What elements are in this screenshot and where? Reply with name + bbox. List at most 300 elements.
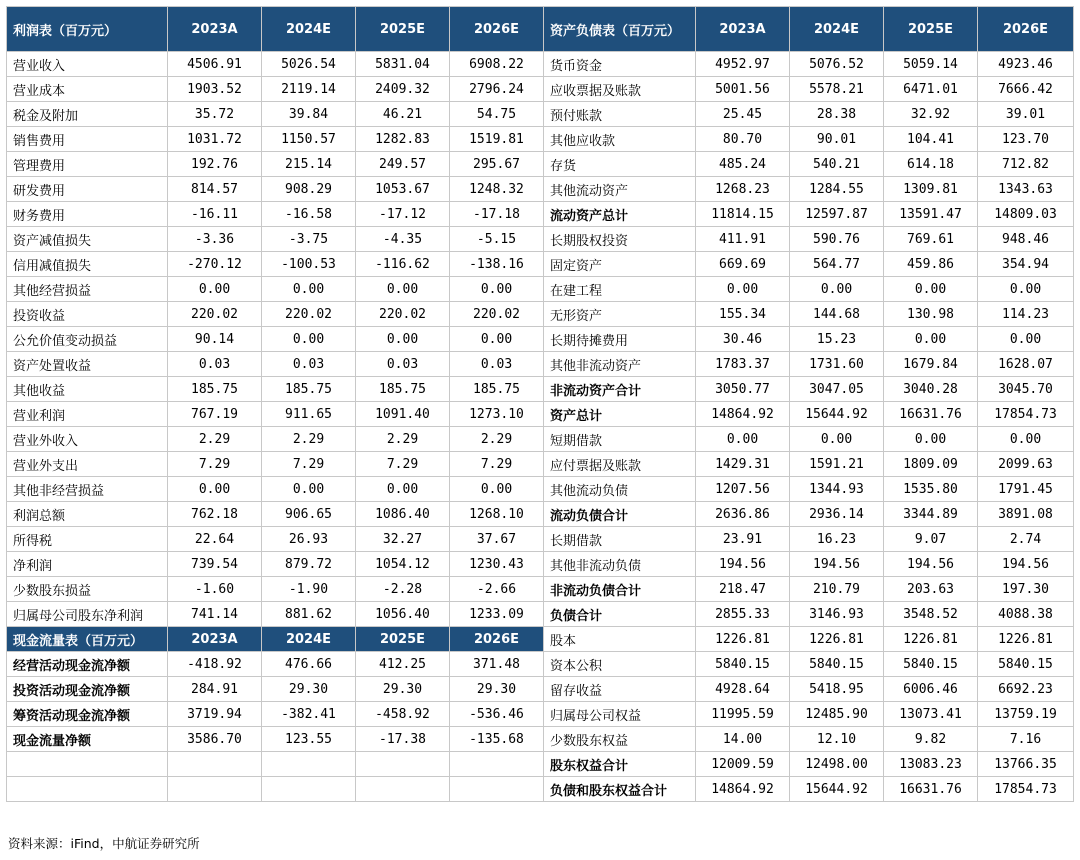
table-row xyxy=(7,702,1074,727)
table-row xyxy=(7,452,1074,477)
balance-row-value: 1731.60 xyxy=(790,352,884,377)
balance-row-value: 17854.73 xyxy=(978,777,1074,802)
balance-row-value: 14864.92 xyxy=(696,402,790,427)
income-row-value: 908.29 xyxy=(262,177,356,202)
table-row xyxy=(7,777,1074,802)
cashflow-row-value: -382.41 xyxy=(262,702,356,727)
balance-row-value: 2.74 xyxy=(978,527,1074,552)
balance-row-label: 非流动资产合计 xyxy=(544,377,696,402)
table-row xyxy=(7,352,1074,377)
empty-cell xyxy=(450,777,544,802)
income-row-value: 220.02 xyxy=(168,302,262,327)
balance-row-value: 769.61 xyxy=(884,227,978,252)
balance-row-value: 4088.38 xyxy=(978,602,1074,627)
cashflow-row-value: 371.48 xyxy=(450,652,544,677)
balance-row-label: 存货 xyxy=(544,152,696,177)
balance-row-value: 1226.81 xyxy=(978,627,1074,652)
income-row-label: 营业成本 xyxy=(7,77,168,102)
balance-row-value: 15644.92 xyxy=(790,777,884,802)
balance-row-label: 负债和股东权益合计 xyxy=(544,777,696,802)
empty-cell xyxy=(168,777,262,802)
cashflow-row-value: 29.30 xyxy=(450,677,544,702)
income-row-value: 0.00 xyxy=(262,477,356,502)
balance-row-value: 3344.89 xyxy=(884,502,978,527)
cashflow-row-value: 123.55 xyxy=(262,727,356,752)
income-row-value: 1233.09 xyxy=(450,602,544,627)
balance-row-value: 0.00 xyxy=(790,277,884,302)
income-row-value: 0.00 xyxy=(450,477,544,502)
balance-row-value: 712.82 xyxy=(978,152,1074,177)
cashflow-row-value: -458.92 xyxy=(356,702,450,727)
balance-year-header: 2023A xyxy=(696,7,790,52)
balance-row-label: 在建工程 xyxy=(544,277,696,302)
balance-row-value: 1628.07 xyxy=(978,352,1074,377)
balance-row-value: 114.23 xyxy=(978,302,1074,327)
income-row-label: 营业外收入 xyxy=(7,427,168,452)
income-row-value: 1282.83 xyxy=(356,127,450,152)
table-row xyxy=(7,602,1074,627)
balance-row-value: 2636.86 xyxy=(696,502,790,527)
balance-row-value: 194.56 xyxy=(978,552,1074,577)
balance-row-value: 123.70 xyxy=(978,127,1074,152)
balance-row-label: 其他流动负债 xyxy=(544,477,696,502)
balance-row-value: 6471.01 xyxy=(884,77,978,102)
income-row-label: 其他收益 xyxy=(7,377,168,402)
balance-row-value: 411.91 xyxy=(696,227,790,252)
income-year-header: 2025E xyxy=(356,7,450,52)
balance-row-value: 1679.84 xyxy=(884,352,978,377)
balance-row-label: 流动资产总计 xyxy=(544,202,696,227)
empty-cell xyxy=(450,752,544,777)
balance-row-value: 1344.93 xyxy=(790,477,884,502)
table-row xyxy=(7,502,1074,527)
balance-row-value: 13766.35 xyxy=(978,752,1074,777)
income-row-value: 0.03 xyxy=(450,352,544,377)
balance-row-value: 0.00 xyxy=(978,277,1074,302)
table-row xyxy=(7,577,1074,602)
income-row-value: 5831.04 xyxy=(356,52,450,77)
cashflow-row-value: 29.30 xyxy=(356,677,450,702)
empty-cell xyxy=(7,752,168,777)
income-row-value: 0.00 xyxy=(168,277,262,302)
income-row-value: 0.03 xyxy=(262,352,356,377)
income-row-value: 90.14 xyxy=(168,327,262,352)
income-row-value: 1268.10 xyxy=(450,502,544,527)
income-row-value: -1.90 xyxy=(262,577,356,602)
income-row-value: -138.16 xyxy=(450,252,544,277)
income-row-value: 0.00 xyxy=(356,477,450,502)
balance-row-value: 14864.92 xyxy=(696,777,790,802)
income-row-value: 0.00 xyxy=(262,327,356,352)
income-row-value: 1054.12 xyxy=(356,552,450,577)
balance-row-value: 459.86 xyxy=(884,252,978,277)
income-year-header: 2023A xyxy=(168,7,262,52)
balance-row-value: 13759.19 xyxy=(978,702,1074,727)
income-row-value: -2.66 xyxy=(450,577,544,602)
income-row-value: 22.64 xyxy=(168,527,262,552)
income-row-value: 1053.67 xyxy=(356,177,450,202)
balance-row-value: 1591.21 xyxy=(790,452,884,477)
income-row-value: 0.00 xyxy=(168,477,262,502)
balance-row-value: 5840.15 xyxy=(978,652,1074,677)
balance-year-header: 2024E xyxy=(790,7,884,52)
income-row-label: 净利润 xyxy=(7,552,168,577)
income-row-value: 1248.32 xyxy=(450,177,544,202)
balance-row-label: 股本 xyxy=(544,627,696,652)
table-row xyxy=(7,377,1074,402)
balance-row-value: 5840.15 xyxy=(696,652,790,677)
empty-cell xyxy=(356,777,450,802)
balance-row-value: 14.00 xyxy=(696,727,790,752)
income-row-value: -3.75 xyxy=(262,227,356,252)
cashflow-row-value: -135.68 xyxy=(450,727,544,752)
financial-statements-table xyxy=(6,6,1074,802)
income-row-value: -2.28 xyxy=(356,577,450,602)
balance-row-value: 1226.81 xyxy=(884,627,978,652)
table-row xyxy=(7,677,1074,702)
balance-row-value: 3040.28 xyxy=(884,377,978,402)
income-row-value: 0.00 xyxy=(262,277,356,302)
table-row xyxy=(7,327,1074,352)
balance-row-value: 0.00 xyxy=(696,427,790,452)
balance-row-value: 0.00 xyxy=(884,427,978,452)
table-row xyxy=(7,752,1074,777)
balance-row-value: 5840.15 xyxy=(884,652,978,677)
balance-row-value: 12009.59 xyxy=(696,752,790,777)
cashflow-row-label: 经营活动现金流净额 xyxy=(7,652,168,677)
income-row-value: 249.57 xyxy=(356,152,450,177)
table-row xyxy=(7,227,1074,252)
cashflow-row-label: 筹资活动现金流净额 xyxy=(7,702,168,727)
balance-row-value: 3548.52 xyxy=(884,602,978,627)
balance-year-header: 2026E xyxy=(978,7,1074,52)
income-row-value: -4.35 xyxy=(356,227,450,252)
income-row-label: 资产处置收益 xyxy=(7,352,168,377)
balance-row-value: 11814.15 xyxy=(696,202,790,227)
income-row-value: -16.11 xyxy=(168,202,262,227)
table-row xyxy=(7,127,1074,152)
income-row-value: 1273.10 xyxy=(450,402,544,427)
balance-row-label: 无形资产 xyxy=(544,302,696,327)
income-row-value: 881.62 xyxy=(262,602,356,627)
income-year-header: 2026E xyxy=(450,7,544,52)
header-row xyxy=(7,7,1074,52)
balance-row-value: 0.00 xyxy=(884,327,978,352)
balance-row-value: 5001.56 xyxy=(696,77,790,102)
income-row-label: 资产减值损失 xyxy=(7,227,168,252)
income-row-value: 4506.91 xyxy=(168,52,262,77)
income-row-value: 739.54 xyxy=(168,552,262,577)
cashflow-year-header: 2026E xyxy=(450,627,544,652)
balance-row-value: 130.98 xyxy=(884,302,978,327)
balance-row-value: 1343.63 xyxy=(978,177,1074,202)
balance-row-value: 218.47 xyxy=(696,577,790,602)
balance-row-value: 11995.59 xyxy=(696,702,790,727)
balance-row-value: 5076.52 xyxy=(790,52,884,77)
income-row-value: 46.21 xyxy=(356,102,450,127)
balance-row-value: 7.16 xyxy=(978,727,1074,752)
income-row-value: 185.75 xyxy=(356,377,450,402)
balance-row-value: 9.82 xyxy=(884,727,978,752)
income-row-value: 1150.57 xyxy=(262,127,356,152)
balance-row-value: 1268.23 xyxy=(696,177,790,202)
balance-row-value: 32.92 xyxy=(884,102,978,127)
balance-row-label: 非流动负债合计 xyxy=(544,577,696,602)
balance-row-value: 13591.47 xyxy=(884,202,978,227)
income-row-value: 1086.40 xyxy=(356,502,450,527)
income-row-value: 0.03 xyxy=(168,352,262,377)
table-row xyxy=(7,77,1074,102)
table-row xyxy=(7,527,1074,552)
balance-row-value: 1429.31 xyxy=(696,452,790,477)
balance-row-label: 其他流动资产 xyxy=(544,177,696,202)
income-row-label: 少数股东损益 xyxy=(7,577,168,602)
balance-row-value: 90.01 xyxy=(790,127,884,152)
income-row-value: 0.00 xyxy=(450,277,544,302)
cashflow-row-value: 3719.94 xyxy=(168,702,262,727)
income-row-value: -3.36 xyxy=(168,227,262,252)
balance-row-value: 104.41 xyxy=(884,127,978,152)
income-row-value: 762.18 xyxy=(168,502,262,527)
income-row-value: 814.57 xyxy=(168,177,262,202)
balance-row-value: 23.91 xyxy=(696,527,790,552)
cashflow-row-value: 476.66 xyxy=(262,652,356,677)
balance-row-value: 17854.73 xyxy=(978,402,1074,427)
balance-row-label: 资本公积 xyxy=(544,652,696,677)
income-row-label: 公允价值变动损益 xyxy=(7,327,168,352)
balance-row-label: 长期股权投资 xyxy=(544,227,696,252)
income-row-value: 39.84 xyxy=(262,102,356,127)
balance-row-label: 归属母公司权益 xyxy=(544,702,696,727)
income-row-value: 2.29 xyxy=(450,427,544,452)
balance-row-value: 540.21 xyxy=(790,152,884,177)
income-row-value: 2.29 xyxy=(262,427,356,452)
balance-row-value: 5840.15 xyxy=(790,652,884,677)
income-row-label: 信用减值损失 xyxy=(7,252,168,277)
balance-row-label: 应付票据及账款 xyxy=(544,452,696,477)
income-row-value: 911.65 xyxy=(262,402,356,427)
income-row-value: 0.00 xyxy=(450,327,544,352)
balance-row-value: 0.00 xyxy=(696,277,790,302)
balance-row-value: 2099.63 xyxy=(978,452,1074,477)
balance-row-value: 0.00 xyxy=(978,327,1074,352)
balance-row-value: 1783.37 xyxy=(696,352,790,377)
table-row xyxy=(7,402,1074,427)
balance-row-value: 590.76 xyxy=(790,227,884,252)
balance-row-value: 1284.55 xyxy=(790,177,884,202)
balance-row-value: 28.38 xyxy=(790,102,884,127)
balance-row-value: 12498.00 xyxy=(790,752,884,777)
cashflow-row-value: 412.25 xyxy=(356,652,450,677)
balance-row-value: 1309.81 xyxy=(884,177,978,202)
balance-row-value: 5059.14 xyxy=(884,52,978,77)
income-row-value: 2.29 xyxy=(356,427,450,452)
table-row xyxy=(7,427,1074,452)
balance-row-value: 614.18 xyxy=(884,152,978,177)
income-row-value: 1091.40 xyxy=(356,402,450,427)
cashflow-row-value: 284.91 xyxy=(168,677,262,702)
balance-row-value: 3045.70 xyxy=(978,377,1074,402)
cashflow-year-header: 2025E xyxy=(356,627,450,652)
balance-row-label: 短期借款 xyxy=(544,427,696,452)
income-row-value: -17.12 xyxy=(356,202,450,227)
income-row-value: 1519.81 xyxy=(450,127,544,152)
balance-row-value: 1226.81 xyxy=(696,627,790,652)
balance-row-value: 12.10 xyxy=(790,727,884,752)
income-row-value: 1056.40 xyxy=(356,602,450,627)
income-row-value: 220.02 xyxy=(356,302,450,327)
income-row-value: 2.29 xyxy=(168,427,262,452)
balance-row-value: 194.56 xyxy=(884,552,978,577)
income-row-value: 32.27 xyxy=(356,527,450,552)
income-row-value: -116.62 xyxy=(356,252,450,277)
balance-row-value: 39.01 xyxy=(978,102,1074,127)
table-row xyxy=(7,302,1074,327)
table-row xyxy=(7,177,1074,202)
income-row-value: 54.75 xyxy=(450,102,544,127)
balance-row-value: 564.77 xyxy=(790,252,884,277)
balance-row-label: 其他应收款 xyxy=(544,127,696,152)
income-row-value: 0.00 xyxy=(356,277,450,302)
table-row xyxy=(7,52,1074,77)
balance-row-value: 1207.56 xyxy=(696,477,790,502)
income-row-label: 管理费用 xyxy=(7,152,168,177)
balance-row-value: 13073.41 xyxy=(884,702,978,727)
income-row-value: 2409.32 xyxy=(356,77,450,102)
cashflow-row-label: 投资活动现金流净额 xyxy=(7,677,168,702)
income-row-value: 220.02 xyxy=(262,302,356,327)
table-row xyxy=(7,477,1074,502)
cashflow-row-value: -536.46 xyxy=(450,702,544,727)
balance-row-label: 预付账款 xyxy=(544,102,696,127)
income-row-value: -100.53 xyxy=(262,252,356,277)
income-row-value: -5.15 xyxy=(450,227,544,252)
table-row xyxy=(7,102,1074,127)
balance-row-label: 流动负债合计 xyxy=(544,502,696,527)
income-row-value: 1903.52 xyxy=(168,77,262,102)
balance-row-value: 1226.81 xyxy=(790,627,884,652)
income-row-value: 879.72 xyxy=(262,552,356,577)
empty-cell xyxy=(262,777,356,802)
balance-row-value: 2936.14 xyxy=(790,502,884,527)
income-row-label: 研发费用 xyxy=(7,177,168,202)
income-row-value: 7.29 xyxy=(168,452,262,477)
balance-row-value: 1809.09 xyxy=(884,452,978,477)
income-row-value: 5026.54 xyxy=(262,52,356,77)
income-row-value: -16.58 xyxy=(262,202,356,227)
balance-row-value: 30.46 xyxy=(696,327,790,352)
balance-title: 资产负债表（百万元） xyxy=(544,7,696,52)
income-row-label: 财务费用 xyxy=(7,202,168,227)
balance-row-value: 6006.46 xyxy=(884,677,978,702)
balance-row-label: 长期借款 xyxy=(544,527,696,552)
balance-row-value: 3891.08 xyxy=(978,502,1074,527)
balance-row-value: 16.23 xyxy=(790,527,884,552)
income-row-value: 741.14 xyxy=(168,602,262,627)
income-title: 利润表（百万元） xyxy=(7,7,168,52)
cashflow-row-value: -418.92 xyxy=(168,652,262,677)
balance-row-value: 14809.03 xyxy=(978,202,1074,227)
balance-row-value: 3146.93 xyxy=(790,602,884,627)
balance-row-label: 应收票据及账款 xyxy=(544,77,696,102)
balance-row-label: 负债合计 xyxy=(544,602,696,627)
balance-row-label: 资产总计 xyxy=(544,402,696,427)
balance-row-value: 1535.80 xyxy=(884,477,978,502)
income-row-value: 2796.24 xyxy=(450,77,544,102)
cashflow-row-value: -17.38 xyxy=(356,727,450,752)
balance-row-value: 12597.87 xyxy=(790,202,884,227)
balance-row-value: 16631.76 xyxy=(884,402,978,427)
balance-row-value: 25.45 xyxy=(696,102,790,127)
balance-row-value: 144.68 xyxy=(790,302,884,327)
balance-row-value: 4923.46 xyxy=(978,52,1074,77)
table-row xyxy=(7,627,1074,652)
balance-row-value: 155.34 xyxy=(696,302,790,327)
income-row-label: 营业收入 xyxy=(7,52,168,77)
income-row-label: 税金及附加 xyxy=(7,102,168,127)
income-row-value: 1031.72 xyxy=(168,127,262,152)
balance-year-header: 2025E xyxy=(884,7,978,52)
table-row xyxy=(7,252,1074,277)
empty-cell xyxy=(168,752,262,777)
balance-row-value: 1791.45 xyxy=(978,477,1074,502)
income-row-value: -270.12 xyxy=(168,252,262,277)
table-row xyxy=(7,552,1074,577)
table-row xyxy=(7,652,1074,677)
empty-cell xyxy=(262,752,356,777)
balance-row-value: 2855.33 xyxy=(696,602,790,627)
income-row-value: -1.60 xyxy=(168,577,262,602)
table-row xyxy=(7,727,1074,752)
balance-row-value: 0.00 xyxy=(978,427,1074,452)
income-row-label: 营业外支出 xyxy=(7,452,168,477)
income-row-value: 185.75 xyxy=(450,377,544,402)
income-row-value: 906.65 xyxy=(262,502,356,527)
source-note: 资料来源：iFind，中航证券研究所 xyxy=(8,836,200,851)
income-row-value: 295.67 xyxy=(450,152,544,177)
balance-row-value: 0.00 xyxy=(790,427,884,452)
income-row-value: 2119.14 xyxy=(262,77,356,102)
cashflow-title: 现金流量表（百万元） xyxy=(7,627,168,652)
balance-row-label: 长期待摊费用 xyxy=(544,327,696,352)
empty-cell xyxy=(7,777,168,802)
balance-row-value: 6692.23 xyxy=(978,677,1074,702)
income-row-value: 7.29 xyxy=(262,452,356,477)
balance-row-label: 货币资金 xyxy=(544,52,696,77)
income-row-value: 220.02 xyxy=(450,302,544,327)
income-row-value: 37.67 xyxy=(450,527,544,552)
balance-row-value: 80.70 xyxy=(696,127,790,152)
balance-row-value: 210.79 xyxy=(790,577,884,602)
balance-row-value: 12485.90 xyxy=(790,702,884,727)
balance-row-value: 5578.21 xyxy=(790,77,884,102)
income-row-label: 销售费用 xyxy=(7,127,168,152)
income-row-label: 其他非经营损益 xyxy=(7,477,168,502)
balance-row-value: 485.24 xyxy=(696,152,790,177)
income-row-label: 所得税 xyxy=(7,527,168,552)
balance-row-value: 5418.95 xyxy=(790,677,884,702)
income-row-value: 767.19 xyxy=(168,402,262,427)
balance-row-value: 194.56 xyxy=(790,552,884,577)
balance-row-value: 354.94 xyxy=(978,252,1074,277)
balance-row-value: 3047.05 xyxy=(790,377,884,402)
empty-cell xyxy=(356,752,450,777)
income-row-label: 归属母公司股东净利润 xyxy=(7,602,168,627)
balance-row-value: 13083.23 xyxy=(884,752,978,777)
balance-row-label: 其他非流动资产 xyxy=(544,352,696,377)
income-row-label: 利润总额 xyxy=(7,502,168,527)
table-row xyxy=(7,202,1074,227)
